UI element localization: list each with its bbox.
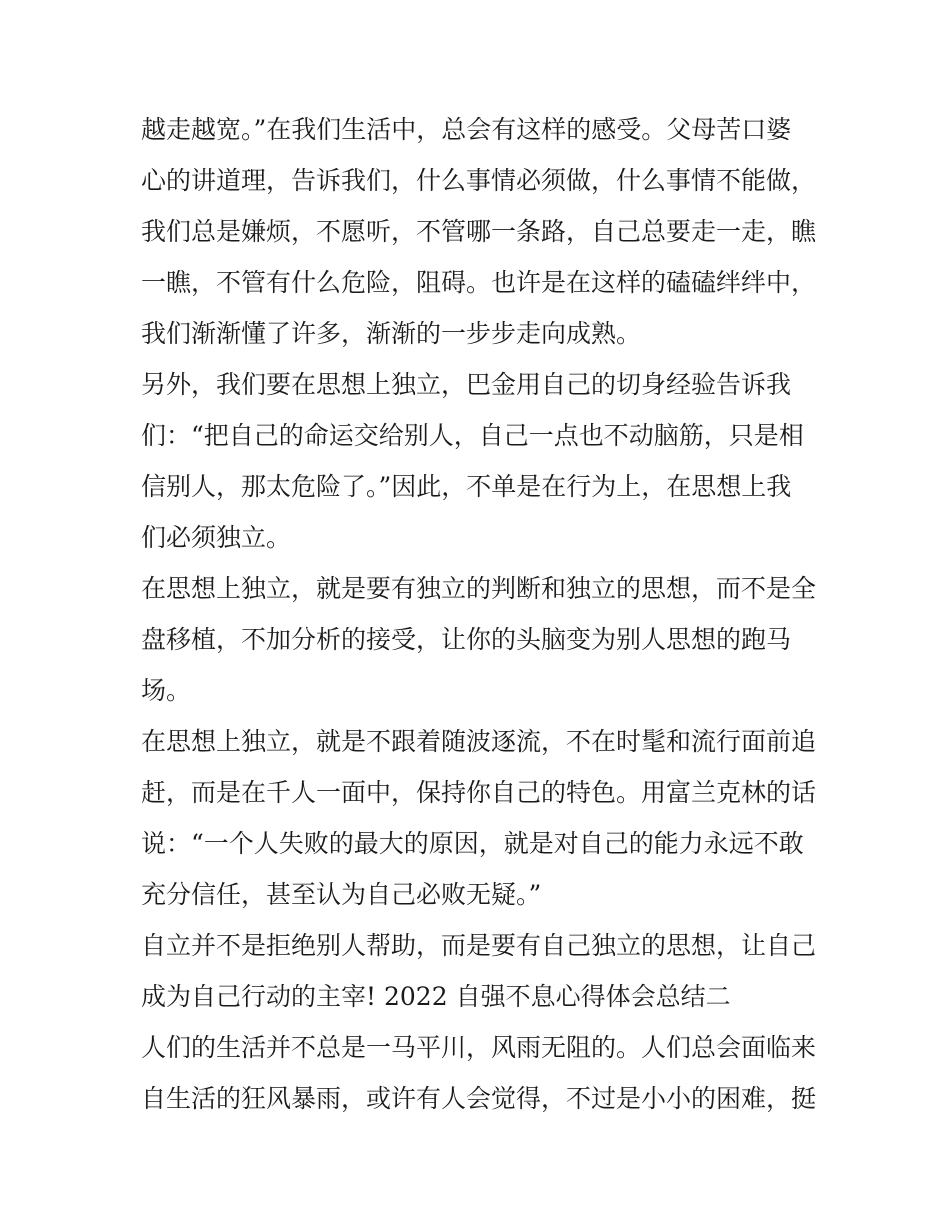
text-line: 赶，而是在千人一面中，保持你自己的特色。用富兰克林的话 bbox=[141, 778, 817, 807]
text-line: 成为自己行动的主宰! 2022 自强不息心得体会总结二 bbox=[141, 982, 731, 1011]
body-text bbox=[141, 104, 831, 1124]
text-line: 在思想上独立，就是不跟着随波逐流，不在时髦和流行面前追 bbox=[141, 727, 817, 756]
text-line: 自生活的狂风暴雨，或许有人会觉得，不过是小小的困难，挺 bbox=[141, 1084, 817, 1113]
text-line: 心的讲道理，告诉我们，什么事情必须做，什么事情不能做， bbox=[141, 166, 817, 195]
text-line: 场。 bbox=[141, 676, 192, 705]
text-line: 盘移植，不加分析的接受，让你的头脑变为别人思想的跑马 bbox=[141, 625, 792, 654]
text-line: 一瞧，不管有什么危险，阻碍。也许是在这样的磕磕绊绊中， bbox=[141, 268, 817, 297]
text-line: 我们渐渐懂了许多，渐渐的一步步走向成熟。 bbox=[141, 319, 642, 348]
text-line: 们：“把自己的命运交给别人，自己一点也不动脑筋，只是相 bbox=[141, 421, 804, 450]
text-line: 在思想上独立，就是要有独立的判断和独立的思想，而不是全 bbox=[141, 574, 817, 603]
text-line: 人们的生活并不总是一马平川，风雨无阻的。人们总会面临来 bbox=[141, 1033, 817, 1062]
text-line: 我们总是嫌烦，不愿听，不管哪一条路，自己总要走一走，瞧 bbox=[141, 217, 817, 246]
text-line: 信别人，那太危险了。”因此，不单是在行为上，在思想上我 bbox=[141, 472, 792, 501]
text-line: 们必须独立。 bbox=[141, 523, 292, 552]
text-line: 越走越宽。”在我们生活中，总会有这样的感受。父母苦口婆 bbox=[141, 115, 792, 144]
text-line: 另外，我们要在思想上独立，巴金用自己的切身经验告诉我 bbox=[141, 370, 792, 399]
text-line: 自立并不是拒绝别人帮助，而是要有自己独立的思想，让自己 bbox=[141, 931, 817, 960]
text-line: 说：“一个人失败的最大的原因，就是对自己的能力永远不敢 bbox=[141, 829, 804, 858]
text-line: 充分信任，甚至认为自己必败无疑。” bbox=[141, 880, 542, 909]
